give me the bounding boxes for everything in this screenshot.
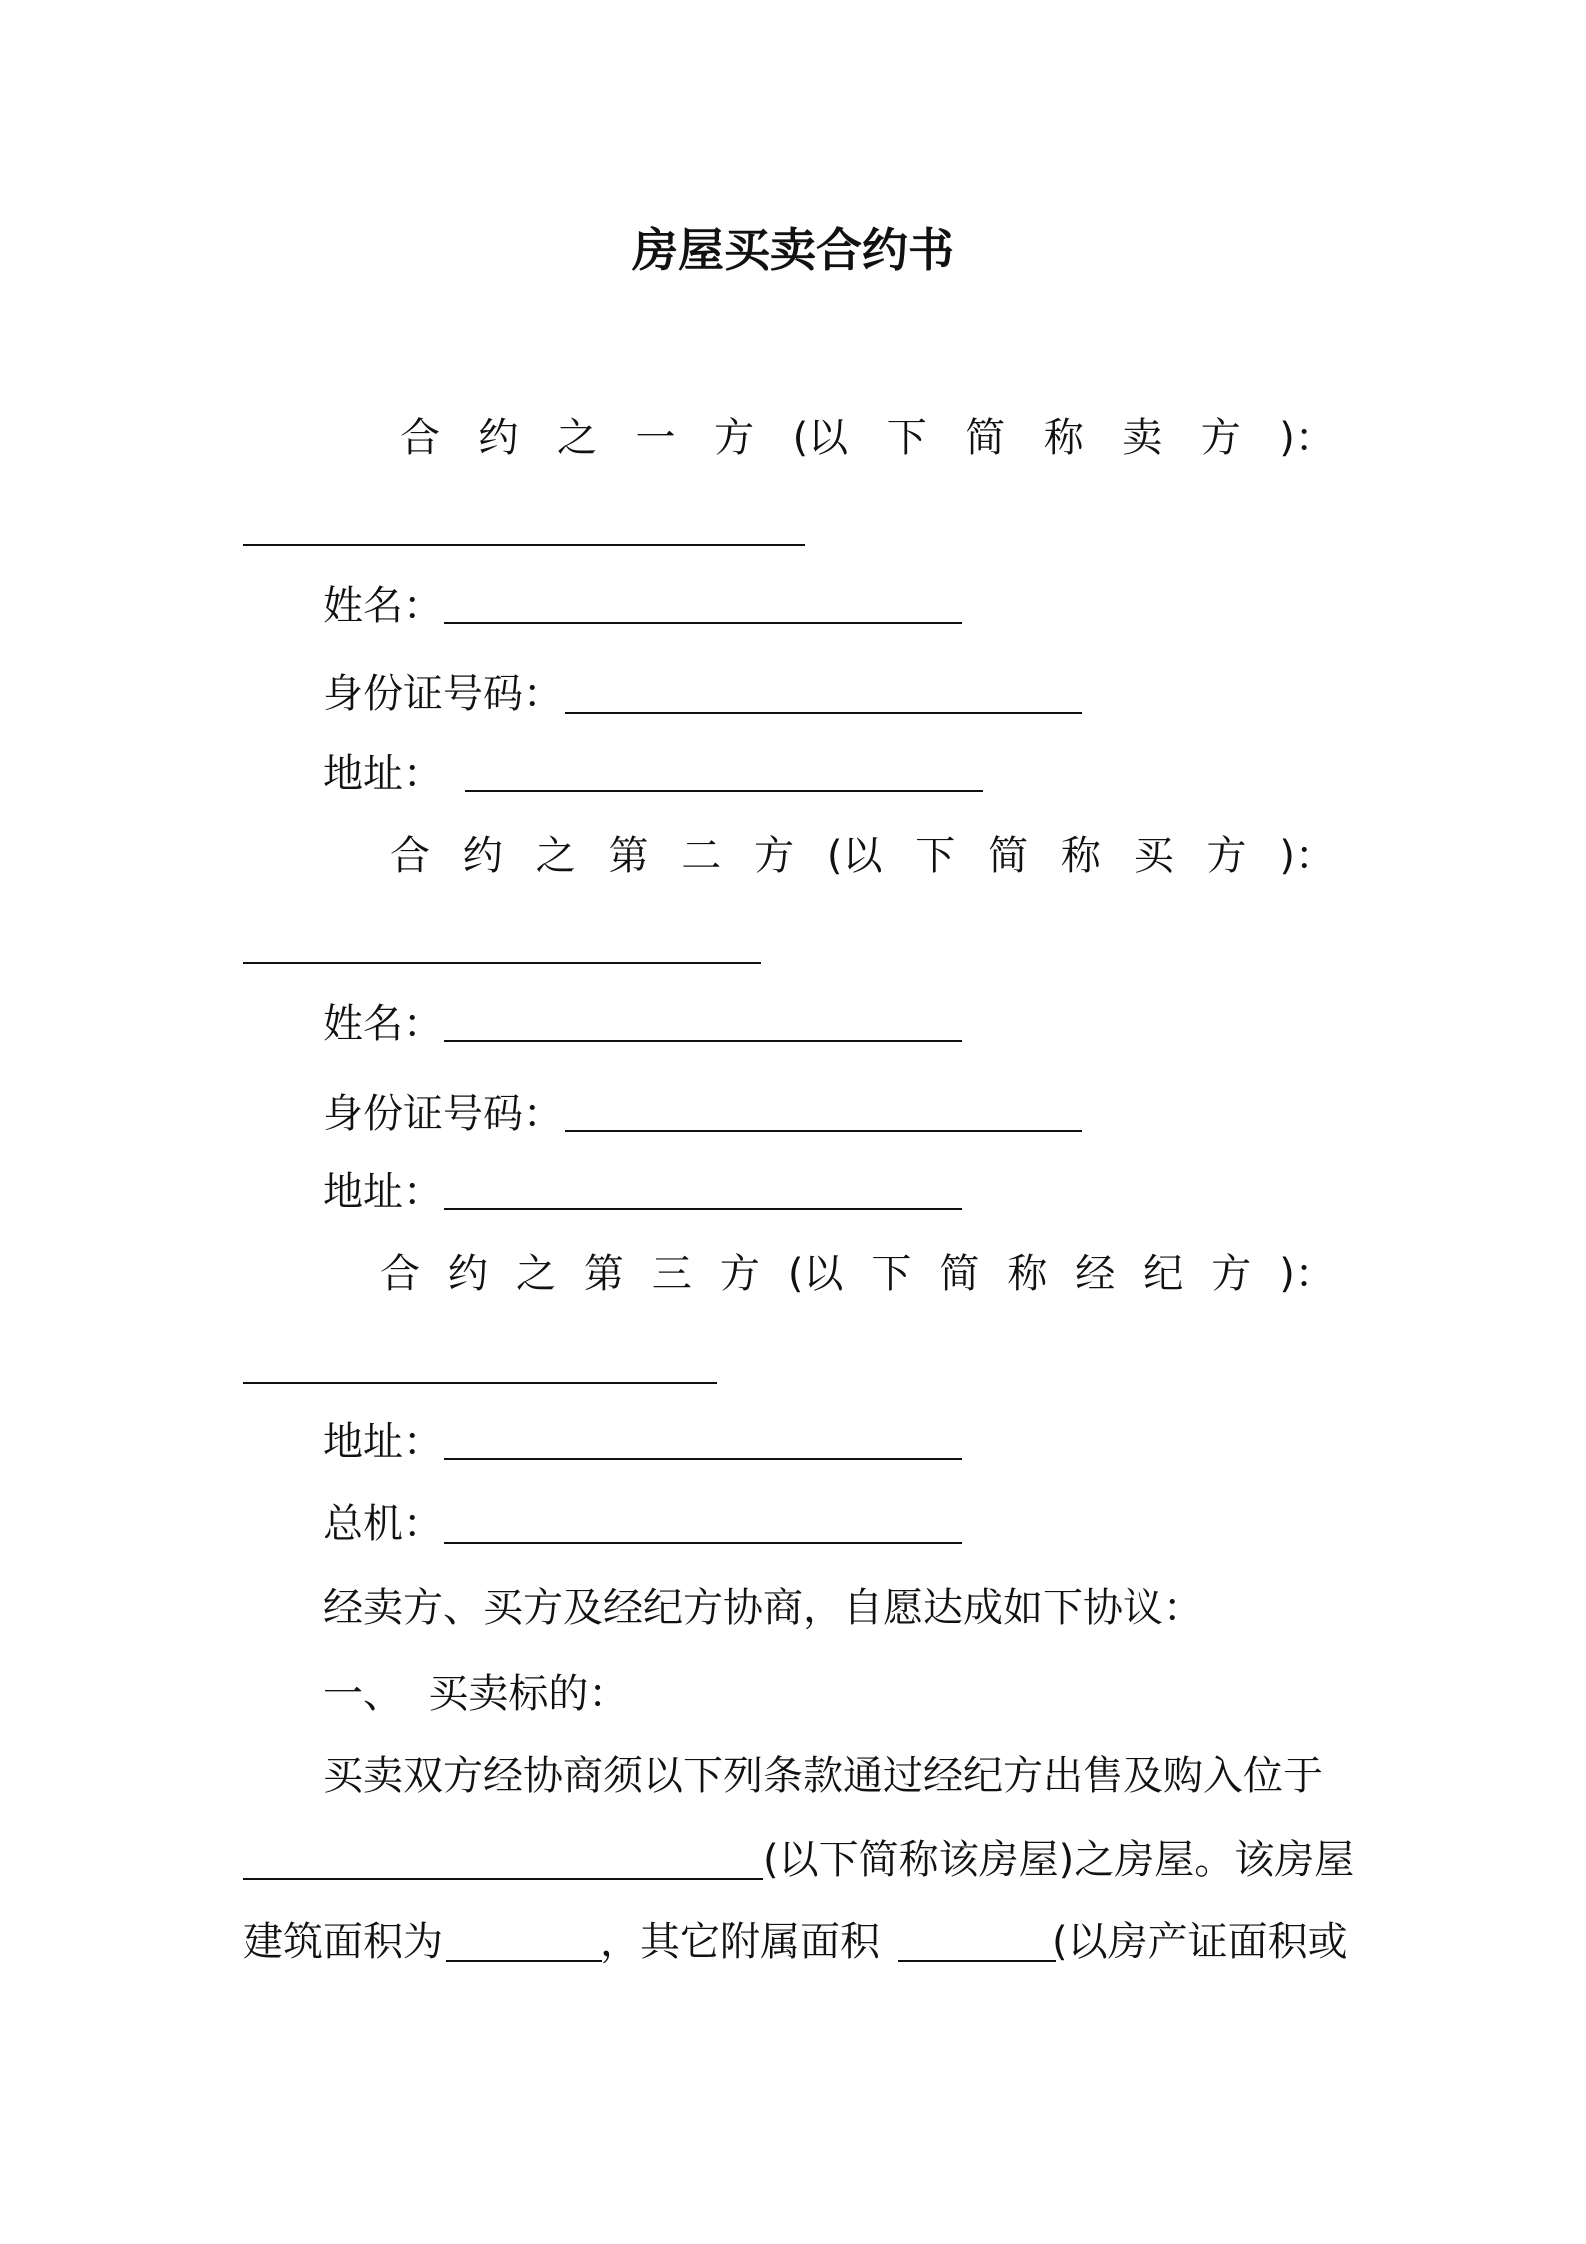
party1-name-field[interactable]: [444, 622, 962, 624]
party1-heading-char: 简: [965, 415, 1006, 461]
party3-heading-char: 合: [380, 1251, 420, 1297]
party2-heading-char: 约: [462, 833, 503, 879]
section1-paragraph-line3-end: (以房产证面积或: [1052, 1919, 1348, 1965]
party2-heading-char: 称: [1060, 833, 1101, 879]
party3-heading-char: 方: [719, 1251, 760, 1297]
party1-heading-char: 卖: [1122, 415, 1163, 461]
party1-heading-char: 称: [1043, 415, 1084, 461]
party3-heading-char: 三: [651, 1251, 692, 1297]
party3-heading-char: 方: [1211, 1251, 1252, 1297]
party1-id-field[interactable]: [565, 712, 1082, 714]
property-location-field[interactable]: [243, 1878, 763, 1880]
party3-heading: [380, 1250, 1335, 1298]
party3-heading-char: 第: [583, 1251, 624, 1297]
party2-heading: [390, 832, 1335, 880]
section1-paragraph-line2: (以下简称该房屋)之房屋。该房屋: [763, 1837, 1355, 1883]
party2-heading-char: 买: [1133, 833, 1174, 879]
party1-heading-char: 约: [478, 415, 519, 461]
party1-name-label: 姓名：: [323, 583, 443, 629]
party3-heading-char: 简: [939, 1251, 980, 1297]
party2-heading-char: (以: [826, 833, 883, 879]
section1-heading: 一、 买卖标的：: [323, 1671, 629, 1717]
party2-name-label: 姓名：: [323, 1001, 443, 1047]
party3-name-blank[interactable]: [243, 1382, 717, 1384]
party3-heading-char: 经: [1075, 1251, 1116, 1297]
party3-heading-char: (以: [787, 1251, 844, 1297]
party3-heading-char: 约: [447, 1251, 488, 1297]
party2-address-label: 地址：: [323, 1169, 443, 1215]
party3-heading-char: 之: [515, 1251, 556, 1297]
other-area-field[interactable]: [898, 1960, 1056, 1962]
party3-heading-char: 下: [871, 1251, 912, 1297]
party1-address-label: 地址：: [323, 751, 443, 797]
party1-heading: [400, 414, 1335, 462]
party2-heading-char: 简: [988, 833, 1029, 879]
section1-paragraph-line1: 买卖双方经协商须以下列条款通过经纪方出售及购入位于: [323, 1753, 1323, 1799]
party1-heading-char: 方: [1200, 415, 1241, 461]
party2-heading-char: 方: [754, 833, 795, 879]
party2-heading-char: )：: [1279, 833, 1335, 879]
party3-phone-field[interactable]: [444, 1542, 962, 1544]
party1-id-label: 身份证号码：: [323, 671, 563, 717]
party2-heading-char: 合: [390, 833, 430, 879]
party2-heading-char: 下: [915, 833, 956, 879]
party2-id-label: 身份证号码：: [323, 1091, 563, 1137]
party3-address-field[interactable]: [444, 1458, 962, 1460]
party3-heading-char: )：: [1279, 1251, 1335, 1297]
party3-address-label: 地址：: [323, 1419, 443, 1465]
party3-heading-char: 纪: [1143, 1251, 1184, 1297]
party3-heading-char: 称: [1007, 1251, 1048, 1297]
party1-heading-char: (以: [792, 415, 849, 461]
document-title: 房屋买卖合约书: [632, 223, 954, 277]
party1-heading-char: 合: [400, 415, 440, 461]
party1-heading-char: 方: [714, 415, 755, 461]
party1-heading-char: 之: [557, 415, 598, 461]
section1-building-area-label: 建筑面积为: [243, 1919, 443, 1965]
party2-id-field[interactable]: [565, 1130, 1082, 1132]
party1-heading-char: 一: [635, 415, 676, 461]
party1-address-field[interactable]: [465, 790, 983, 792]
party2-heading-char: 方: [1206, 833, 1247, 879]
party2-address-field[interactable]: [444, 1208, 962, 1210]
party1-heading-char: 下: [886, 415, 927, 461]
party2-heading-char: 第: [608, 833, 649, 879]
party2-heading-char: 之: [535, 833, 576, 879]
section1-other-area-label: ，其它附属面积: [600, 1919, 880, 1965]
agreement-intro: 经卖方、买方及经纪方协商，自愿达成如下协议：: [323, 1585, 1203, 1631]
party3-phone-label: 总机：: [323, 1501, 443, 1547]
party1-heading-char: )：: [1279, 415, 1335, 461]
party2-heading-char: 二: [681, 833, 722, 879]
building-area-field[interactable]: [446, 1960, 602, 1962]
party2-name-field[interactable]: [444, 1040, 962, 1042]
party2-name-blank[interactable]: [243, 962, 761, 964]
party1-name-blank[interactable]: [243, 544, 805, 546]
